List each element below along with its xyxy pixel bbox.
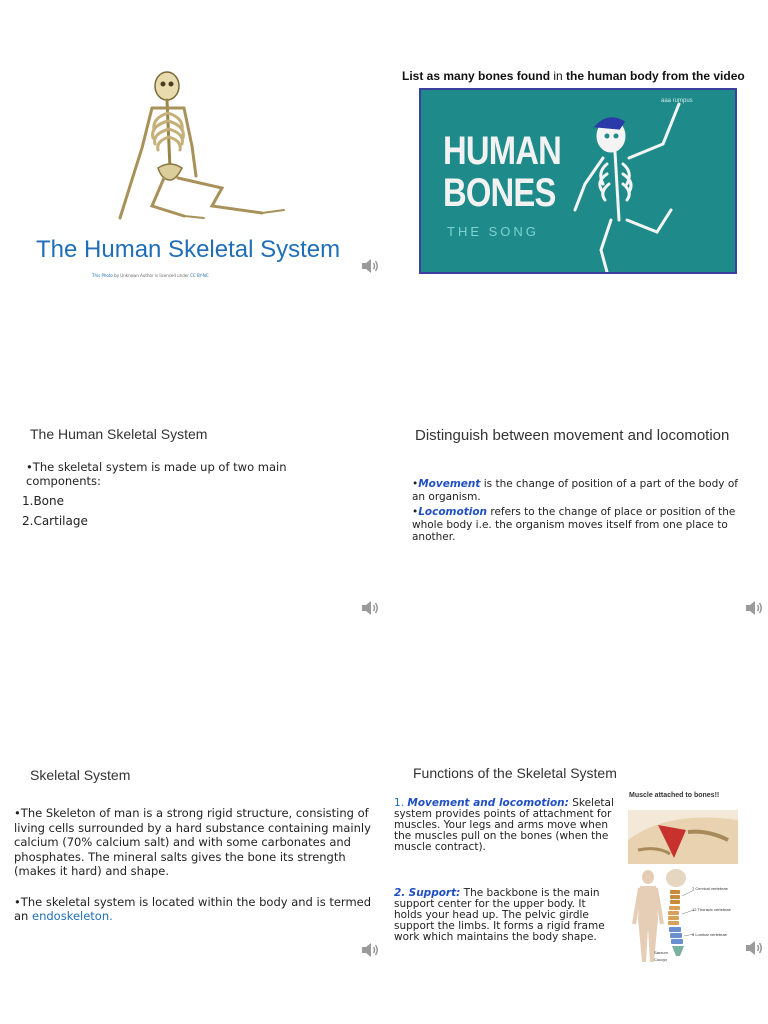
- speaker-icon[interactable]: [360, 598, 380, 618]
- function-movement: 1. Movement and locomotion: Skeletal system provides points of attachment for muscles. Your legs and arms move when the muscles pull on the bones (when the muscle contract).: [394, 797, 614, 853]
- slide-video: [384, 0, 768, 341]
- video-heading: List as many bones found in the human body from the video: [402, 69, 745, 83]
- slide-components: [0, 341, 384, 682]
- video-subtitle: THE SONG: [447, 224, 539, 239]
- speaker-icon[interactable]: [744, 938, 764, 958]
- list-item: 2.Cartilage: [22, 514, 88, 528]
- locomotion-bullet: •Locomotion refers to the change of place or position of the whole body i.e. the organism moves itself from one place to another.: [412, 506, 736, 543]
- function-support: 2. Support: The backbone is the main support center for the upper body. It holds your head up. The pelvic girdle support the limbs. It forms a rigid frame work which maintains the body shape.: [394, 887, 605, 943]
- skeleton-bullet: •The Skeleton of man is a strong rigid structure, consisting of living cells surrounded by a hard substance containing mainly calcium (70% calcium salt) and with some carbonates and phosphates. The mineral salts gives the bone its strength (makes it hard) and shape.: [14, 806, 371, 878]
- slide-movement: [384, 341, 768, 682]
- movement-title: Distinguish between movement and locomotion: [415, 427, 730, 444]
- video-title: HUMAN BONES: [443, 129, 561, 215]
- slide-title: [0, 0, 384, 341]
- dancing-skeleton-icon: [571, 100, 731, 274]
- spine-label: Coccyx: [654, 957, 668, 962]
- spine-label: 12 Thoracic vertebrae: [692, 907, 731, 912]
- skeleton-illustration: [112, 68, 292, 228]
- movement-bullets: [412, 478, 742, 544]
- slide-functions: [384, 682, 768, 1023]
- photo-credit: This Photo by Unknown Author is licensed under CC BY-NC: [92, 273, 209, 278]
- speaker-icon[interactable]: [360, 256, 380, 276]
- license-link[interactable]: CC BY-NC: [190, 273, 209, 278]
- functions-title: Functions of the Skeletal System: [413, 765, 617, 781]
- skeletal-bullets: [14, 806, 374, 924]
- components-title: The Human Skeletal System: [30, 426, 208, 442]
- list-item: 1.Bone: [22, 494, 65, 508]
- components-bullet: •The skeletal system is made up of two main components:: [26, 460, 287, 488]
- speaker-icon[interactable]: [744, 598, 764, 618]
- components-list: [22, 491, 88, 531]
- spine-label: 5 Lumbar vertebrae: [692, 932, 727, 937]
- video-brand: aaa rumpus: [661, 98, 693, 104]
- slide-title-text: The Human Skeletal System: [36, 236, 341, 263]
- speaker-icon[interactable]: [360, 940, 380, 960]
- shoulder-muscle-image: [628, 810, 738, 864]
- movement-bullet: •Movement is the change of position of a part of the body of an organism.: [412, 478, 738, 503]
- endoskeleton-bullet: •The skeletal system is located within the body and is termed an endoskeleton.: [14, 894, 372, 923]
- photo-credit-link[interactable]: This Photo: [92, 273, 113, 278]
- slide-skeletal: [0, 682, 384, 1023]
- skeletal-title: Skeletal System: [30, 767, 131, 783]
- spine-label: Sacrum: [654, 950, 668, 955]
- spine-label: 7 Cervical vertebrae: [692, 886, 728, 891]
- muscle-caption: Muscle attached to bones!!: [629, 792, 720, 799]
- video-thumbnail[interactable]: [419, 88, 737, 274]
